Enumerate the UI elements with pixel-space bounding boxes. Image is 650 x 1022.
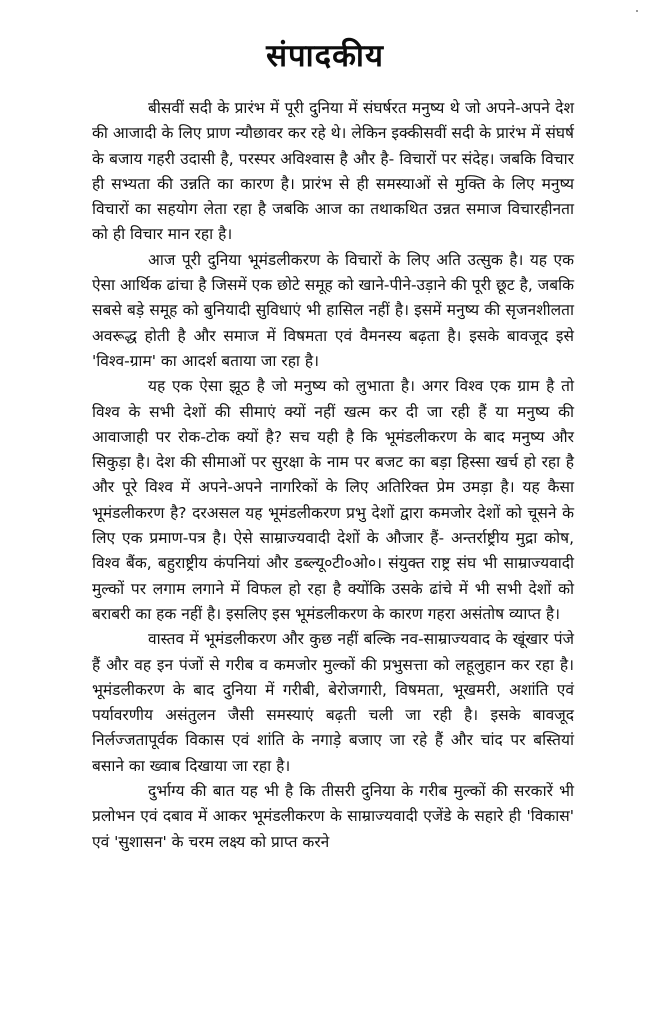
paragraph-1: बीसवीं सदी के प्रारंभ में पूरी दुनिया में संघर्षरत मनुष्य थे जो अपने-अपने देश की आजादी के लिए प्राण न्यौछावर कर रहे थे। लेकिन इक्कीसवीं सदी के प्रारंभ में संघर्ष के बजाय गहरी उदासी है, परस्पर अविश्वास है और है- विचारों पर संदेह। जबकि विचार ही सभ्यता की उन्नति का कारण है। प्रारंभ से ही समस्याओं से मुक्ति के लिए मनुष्य विचारों का सहयोग लेता रहा है जबकि आज का तथाकथित उन्नत समाज विचारहीनता को ही विचार मान रहा है।: [92, 99, 574, 244]
editorial-body: [92, 96, 574, 855]
scan-speck: [636, 10, 638, 12]
paragraph-2: आज पूरी दुनिया भूमंडलीकरण के विचारों के लिए अति उत्सुक है। यह एक ऐसा आर्थिक ढांचा है जिसमें एक छोटे समूह को खाने-पीने-उड़ाने की पूरी छूट है, जबकि सबसे बड़े समूह को बुनियादी सुविधाएं भी हासिल नहीं है। इसमें मनुष्य की सृजनशीलता अवरूद्ध होती है और समाज में विषमता एवं वैमनस्य बढ़ता है। इसके बावजूद इसे 'विश्व-ग्राम' का आदर्श बताया जा रहा है।: [92, 250, 574, 370]
paragraph-4: वास्तव में भूमंडलीकरण और कुछ नहीं बल्कि नव-साम्राज्यवाद के खूंखार पंजे हैं और वह इन पंजों से गरीब व कमजोर मुल्कों की प्रभुसत्ता को लहूलुहान कर रहा है। भूमंडलीकरण के बाद दुनिया में गरीबी, बेरोजगारी, विषमता, भूखमरी, अशांति एवं पर्यावरणीय असंतुलन जैसी समस्याएं बढ़ती चली जा रही है। इसके बावजूद निर्लज्जतापूर्वक विकास एवं शांति के नगाड़े बजाए जा रहे हैं और चांद पर बस्तियां बसाने का ख्वाब दिखाया जा रहा है।: [92, 630, 574, 775]
page-title: संपादकीय: [266, 38, 384, 74]
paragraph-3: यह एक ऐसा झूठ है जो मनुष्य को लुभाता है। अगर विश्व एक ग्राम है तो विश्व के सभी देशों की सीमाएं क्यों नहीं खत्म कर दी जा रही हैं या मनुष्य की आवाजाही पर रोक-टोक क्यों है? सच यही है कि भूमंडलीकरण के बाद मनुष्य और सिकुड़ा है। देश की सीमाओं पर सुरक्षा के नाम पर बजट का बड़ा हिस्सा खर्च हो रहा है और पूरे विश्व में अपने-अपने नागरिकों के लिए अतिरिक्त प्रेम उमड़ा है। यह कैसा भूमंडलीकरण है? दरअसल यह भूमंडलीकरण प्रभु देशों द्वारा कमजोर देशों को चूसने के लिए एक प्रमाण-पत्र है। ऐसे साम्राज्यवादी देशों के औजार हैं- अन्तर्राष्ट्रीय मुद्रा कोष, विश्व बैंक, बहुराष्ट्रीय कंपनियां और डब्ल्यू०टी०ओ०। संयुक्त राष्ट्र संघ भी साम्राज्यवादी मुल्कों पर लगाम लगाने में विफल हो रहा है क्योंकि उसके ढांचे में भी सभी देशों को बराबरी का हक नहीं है। इसलिए इस भूमंडलीकरण के कारण गहरा असंतोष व्याप्त है।: [92, 377, 574, 623]
paragraph-5: दुर्भाग्य की बात यह भी है कि तीसरी दुनिया के गरीब मुल्कों की सरकारें भी प्रलोभन एवं दबाव में आकर भूमंडलीकरण के साम्राज्यवादी एजेंडे के सहारे ही 'विकास' एवं 'सुशासन' के चरम लक्ष्य को प्राप्त करने: [92, 782, 574, 851]
